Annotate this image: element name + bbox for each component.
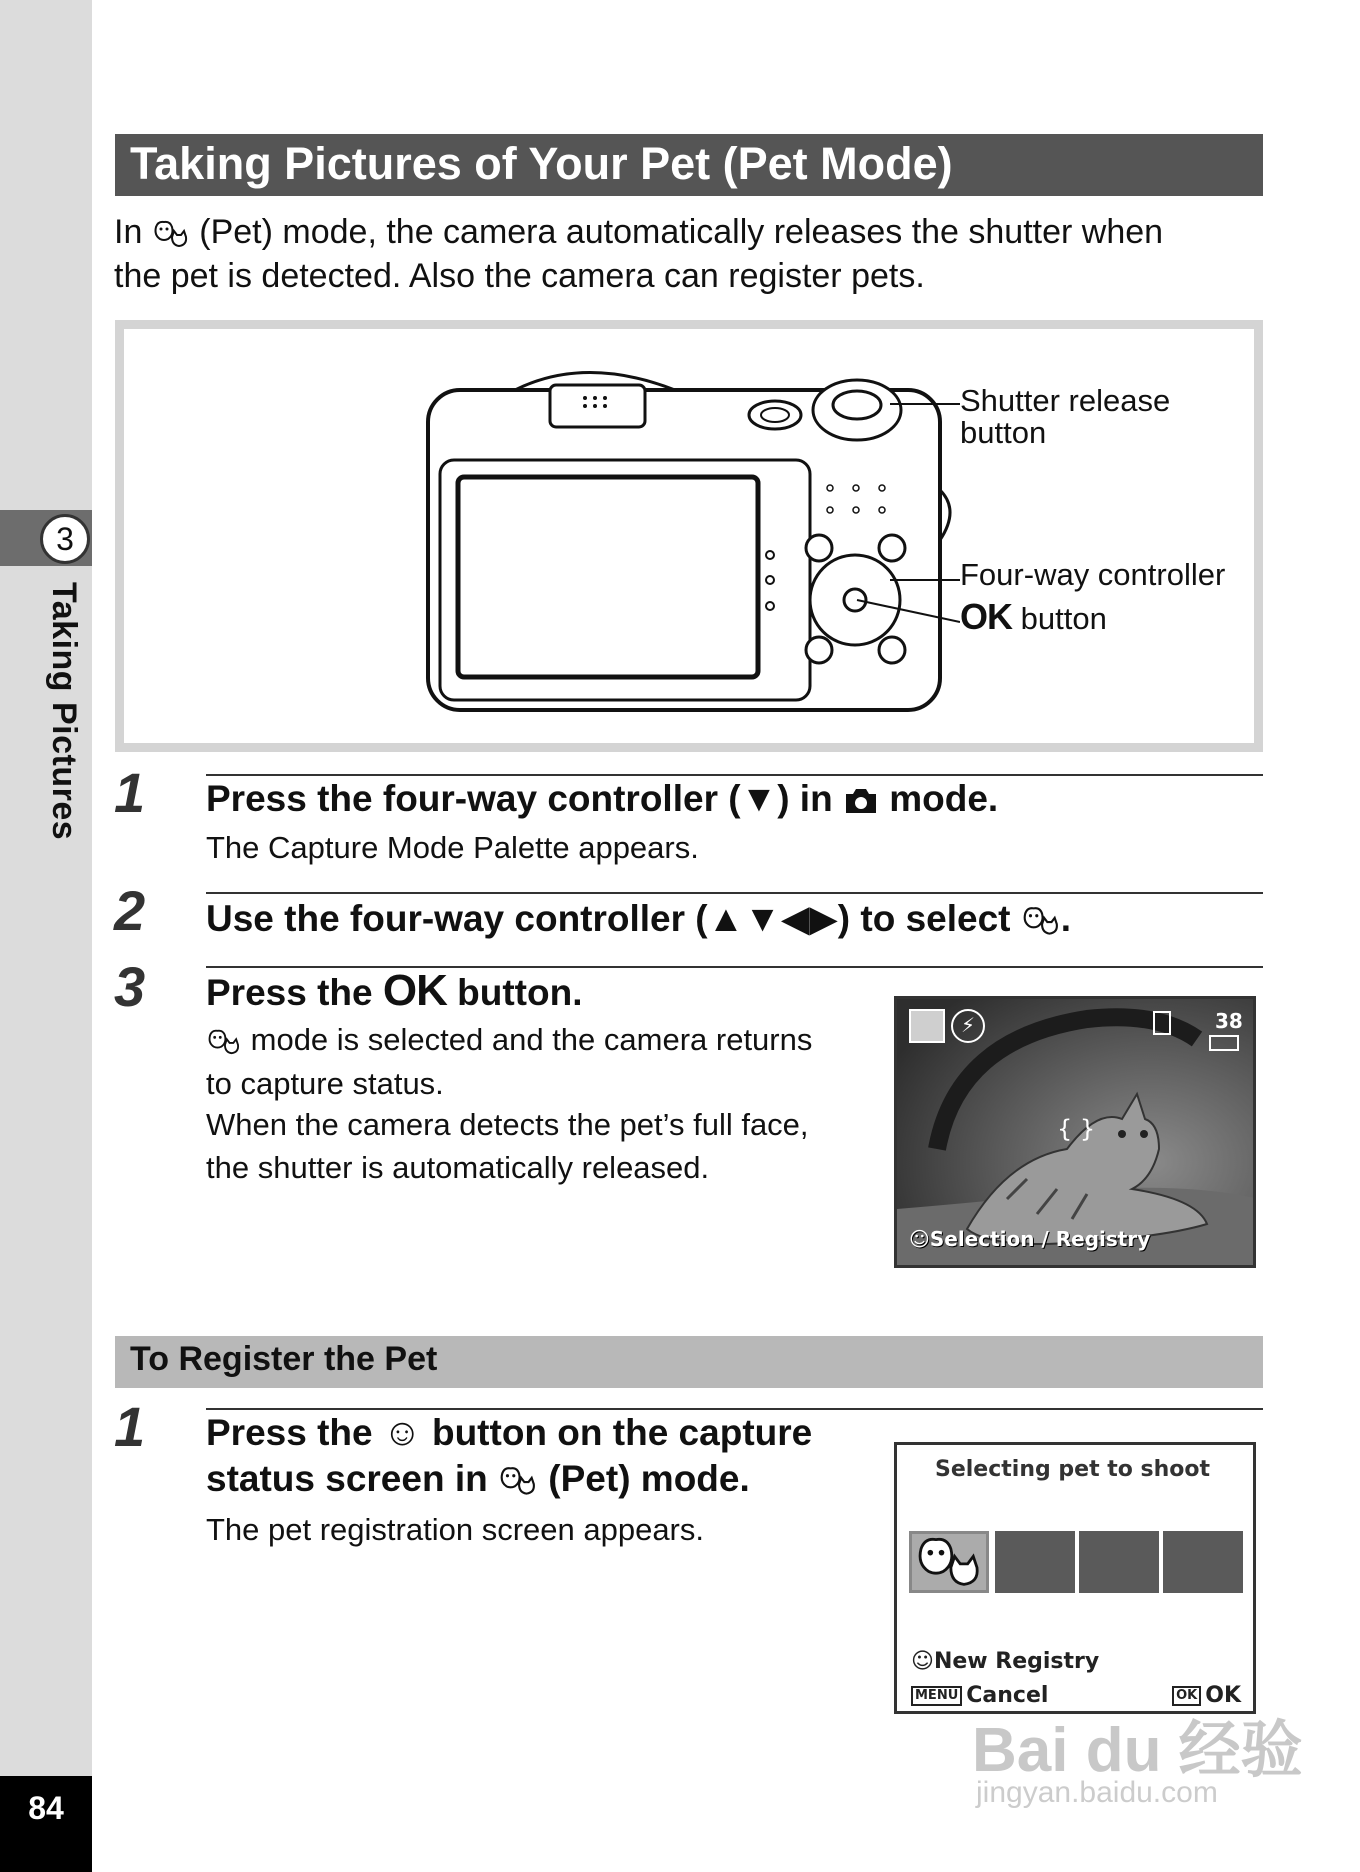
- new-registry-label: New Registry: [933, 1649, 1100, 1674]
- pet-slot-1: [909, 1531, 989, 1593]
- step2-head-b: .: [1060, 898, 1072, 939]
- face-button-icon: ☺: [911, 1649, 934, 1674]
- step3-head-a: Press the: [206, 972, 373, 1013]
- page-number: 84: [28, 1790, 64, 1826]
- cancel-label: Cancel: [966, 1683, 1049, 1708]
- pet-mode-icon: [152, 219, 190, 249]
- left-gutter: [0, 0, 92, 1872]
- ok-label: OK: [960, 596, 1012, 637]
- step3-body-2: to capture status.: [206, 1066, 444, 1101]
- intro-line-1: [114, 210, 1264, 254]
- ok-label: OK: [1205, 1683, 1241, 1708]
- pet-mode-icon: [498, 1465, 538, 1497]
- pet-mode-icon: [912, 1534, 986, 1590]
- sub-step1-number: 1: [114, 1395, 146, 1458]
- step1-body: The Capture Mode Palette appears.: [206, 830, 699, 865]
- shots-remaining: 38: [1215, 1009, 1243, 1033]
- chapter-title: Taking Pictures: [45, 582, 83, 841]
- intro-line1-post: (Pet) mode, the camera automatically releases the shutter when: [199, 213, 1164, 251]
- face-button-icon: ☺: [909, 1227, 930, 1251]
- step1-head-a: Press the four-way controller (▼) in: [206, 778, 833, 819]
- baidu-watermark: Bai du 经验: [972, 1716, 1303, 1785]
- step3-number: 3: [114, 955, 146, 1018]
- step1-number: 1: [114, 761, 146, 824]
- callout-ok-button: [960, 596, 1107, 637]
- sub-step1-heading-line1: [206, 1410, 812, 1456]
- callout-shutter-line2: button: [960, 415, 1047, 450]
- subsection-title: To Register the Pet: [130, 1340, 438, 1378]
- pet-slot-3: [1079, 1531, 1159, 1593]
- step3-body-1: [206, 1018, 812, 1061]
- pet-mode-icon: [206, 1028, 242, 1056]
- callout-shutter-line1: Shutter release: [960, 383, 1171, 418]
- intro-line-2: the pet is detected. Also the camera can register pets.: [114, 257, 925, 295]
- step2-heading: [206, 896, 1071, 942]
- menu-badge: MENU: [911, 1686, 962, 1706]
- step3-body-3: When the camera detects the pet’s full face,: [206, 1107, 809, 1142]
- callout-four-way: Four-way controller: [960, 557, 1226, 592]
- focus-frame-icon: { }: [1057, 1115, 1096, 1143]
- step2-rule: [206, 892, 1263, 894]
- memory-card-icon: [1153, 1011, 1171, 1035]
- step1-heading: [206, 776, 998, 822]
- sub-step1-head-d: (Pet) mode.: [548, 1458, 750, 1499]
- registration-title: Selecting pet to shoot: [935, 1457, 1211, 1482]
- step3-head-b: button.: [457, 972, 583, 1013]
- page-title: Taking Pictures of Your Pet (Pet Mode): [130, 138, 953, 189]
- pet-mode-icon: [1021, 905, 1061, 937]
- step2-number: 2: [114, 879, 146, 942]
- pet-slot-4: [1163, 1531, 1243, 1593]
- selection-registry-label: [909, 1227, 1150, 1251]
- step1-head-b: mode.: [889, 778, 999, 819]
- step3-body1-text: mode is selected and the camera returns: [250, 1022, 813, 1057]
- battery-icon: [1209, 1035, 1239, 1051]
- intro-text: [114, 210, 1264, 298]
- baidu-watermark-url: jingyan.baidu.com: [976, 1776, 1218, 1809]
- ok-suffix: button: [1020, 601, 1107, 636]
- camera-mode-icon: [843, 786, 879, 816]
- sub-step1-head-b: button on the capture: [431, 1412, 813, 1453]
- step3-body-4: the shutter is automatically released.: [206, 1150, 710, 1185]
- sub-step1-body: The pet registration screen appears.: [206, 1512, 704, 1547]
- step3-heading: [206, 968, 582, 1016]
- capture-status-screen: [894, 996, 1256, 1268]
- sub-step1-head-a: Press the: [206, 1412, 373, 1453]
- screen1-footer-text: Selection / Registry: [929, 1227, 1151, 1251]
- flash-off-icon: ⚡: [951, 1009, 985, 1043]
- sub-step1-heading-line2: [206, 1456, 750, 1502]
- new-registry-line: [911, 1649, 1099, 1674]
- chapter-number: 3: [40, 514, 90, 564]
- face-button-icon: ☺: [382, 1412, 422, 1454]
- intro-line1-pre: In: [114, 213, 143, 251]
- pet-registration-screen: [894, 1442, 1256, 1714]
- camera-back-illustration: [420, 360, 960, 720]
- sub-step1-head-c: status screen in: [206, 1458, 488, 1499]
- ok-badge: OK: [1172, 1686, 1201, 1706]
- step3-ok-word: OK: [382, 966, 447, 1015]
- pet-mode-indicator-icon: [909, 1009, 945, 1043]
- pet-slot-2: [995, 1531, 1075, 1593]
- step2-head-a: Use the four-way controller (▲▼◀▶) to select: [206, 898, 1011, 939]
